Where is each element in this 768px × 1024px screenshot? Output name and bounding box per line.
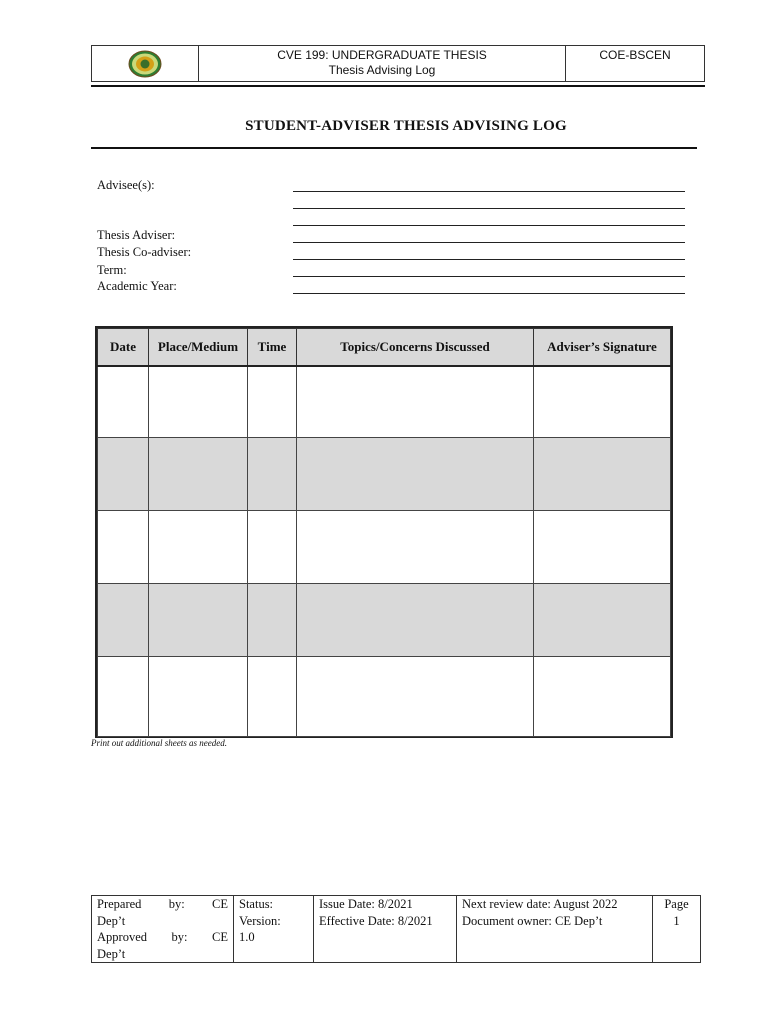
approved-by: by: [171,930,188,944]
status-label: Status: [239,897,274,911]
table-row [98,656,671,736]
column-header-place: Place/Medium [149,329,248,367]
date-cell[interactable] [98,366,149,437]
place-cell[interactable] [149,510,248,583]
page-number: 1 [673,913,680,928]
course-title-cell [199,46,566,81]
effective-date: Effective Date: 8/2021 [319,913,433,928]
document-owner: Document owner: CE Dep’t [462,913,603,928]
date-cell[interactable] [98,656,149,736]
table-row [98,437,671,510]
table-row [98,366,671,437]
issue-date: Issue Date: 8/2021 [319,897,413,911]
prepared-dept-tail: Dep’t [97,913,126,928]
prepared-dept: CE [212,897,228,911]
date-cell[interactable] [98,583,149,656]
topics-cell[interactable] [297,656,534,736]
academic-year-label: Academic Year: [97,279,177,293]
co-adviser-label: Thesis Co-adviser: [97,245,192,259]
topics-cell[interactable] [297,437,534,510]
term-label: Term: [97,263,127,277]
co-adviser-line[interactable] [293,259,685,260]
place-cell[interactable] [149,583,248,656]
approved-line [97,929,228,946]
approved-dept-tail: Dep’t [97,946,126,961]
prepared-word: Prepared [97,897,142,911]
status-cell [234,896,314,962]
signature-cell[interactable] [534,656,671,736]
table-header-row [98,329,671,367]
advisee-line-2[interactable] [293,208,685,209]
time-cell[interactable] [248,437,297,510]
header-rule [91,85,705,87]
university-seal-icon [127,49,163,79]
place-cell[interactable] [149,366,248,437]
version-value: 1.0 [239,930,255,944]
title-rule [91,147,697,149]
document-footer [91,895,701,963]
advising-log-table [95,326,673,738]
approved-dept: CE [212,930,228,944]
table-row [98,583,671,656]
column-header-date: Date [98,329,149,367]
column-header-time: Time [248,329,297,367]
advisees-label: Advisee(s): [97,178,155,192]
topics-cell[interactable] [297,510,534,583]
document-header [91,45,705,82]
column-header-topics: Topics/Concerns Discussed [297,329,534,367]
signature-cell[interactable] [534,437,671,510]
time-cell[interactable] [248,366,297,437]
prepared-approved-cell [92,896,234,962]
table-row [98,510,671,583]
version-label: Version: [239,913,281,928]
place-cell[interactable] [149,656,248,736]
place-cell[interactable] [149,437,248,510]
term-line[interactable] [293,276,685,277]
signature-cell[interactable] [534,510,671,583]
time-cell[interactable] [248,583,297,656]
topics-cell[interactable] [297,366,534,437]
topics-cell[interactable] [297,583,534,656]
course-title: CVE 199: UNDERGRADUATE THESIS [277,48,487,62]
date-cell[interactable] [98,510,149,583]
time-cell[interactable] [248,656,297,736]
adviser-label: Thesis Adviser: [97,228,176,242]
dates-cell [314,896,457,962]
approved-word: Approved [97,930,147,944]
signature-cell[interactable] [534,366,671,437]
page-cell [653,896,700,962]
log-subtitle: Thesis Advising Log [328,63,436,77]
review-cell [457,896,653,962]
page-title: STUDENT-ADVISER THESIS ADVISING LOG [245,118,567,134]
logo-cell [92,46,199,81]
page-label: Page [664,897,689,911]
document-code: COE-BSCEN [599,48,671,62]
advisee-line-3[interactable] [293,225,685,226]
date-cell[interactable] [98,437,149,510]
signature-cell[interactable] [534,583,671,656]
prepared-by: by: [168,897,185,911]
advisee-line-1[interactable] [293,191,685,192]
prepared-line [97,896,228,913]
time-cell[interactable] [248,510,297,583]
academic-year-line[interactable] [293,293,685,294]
print-note: Print out additional sheets as needed. [91,738,227,748]
adviser-line[interactable] [293,242,685,243]
next-review-date: Next review date: August 2022 [462,897,618,911]
column-header-signature: Adviser’s Signature [534,329,671,367]
